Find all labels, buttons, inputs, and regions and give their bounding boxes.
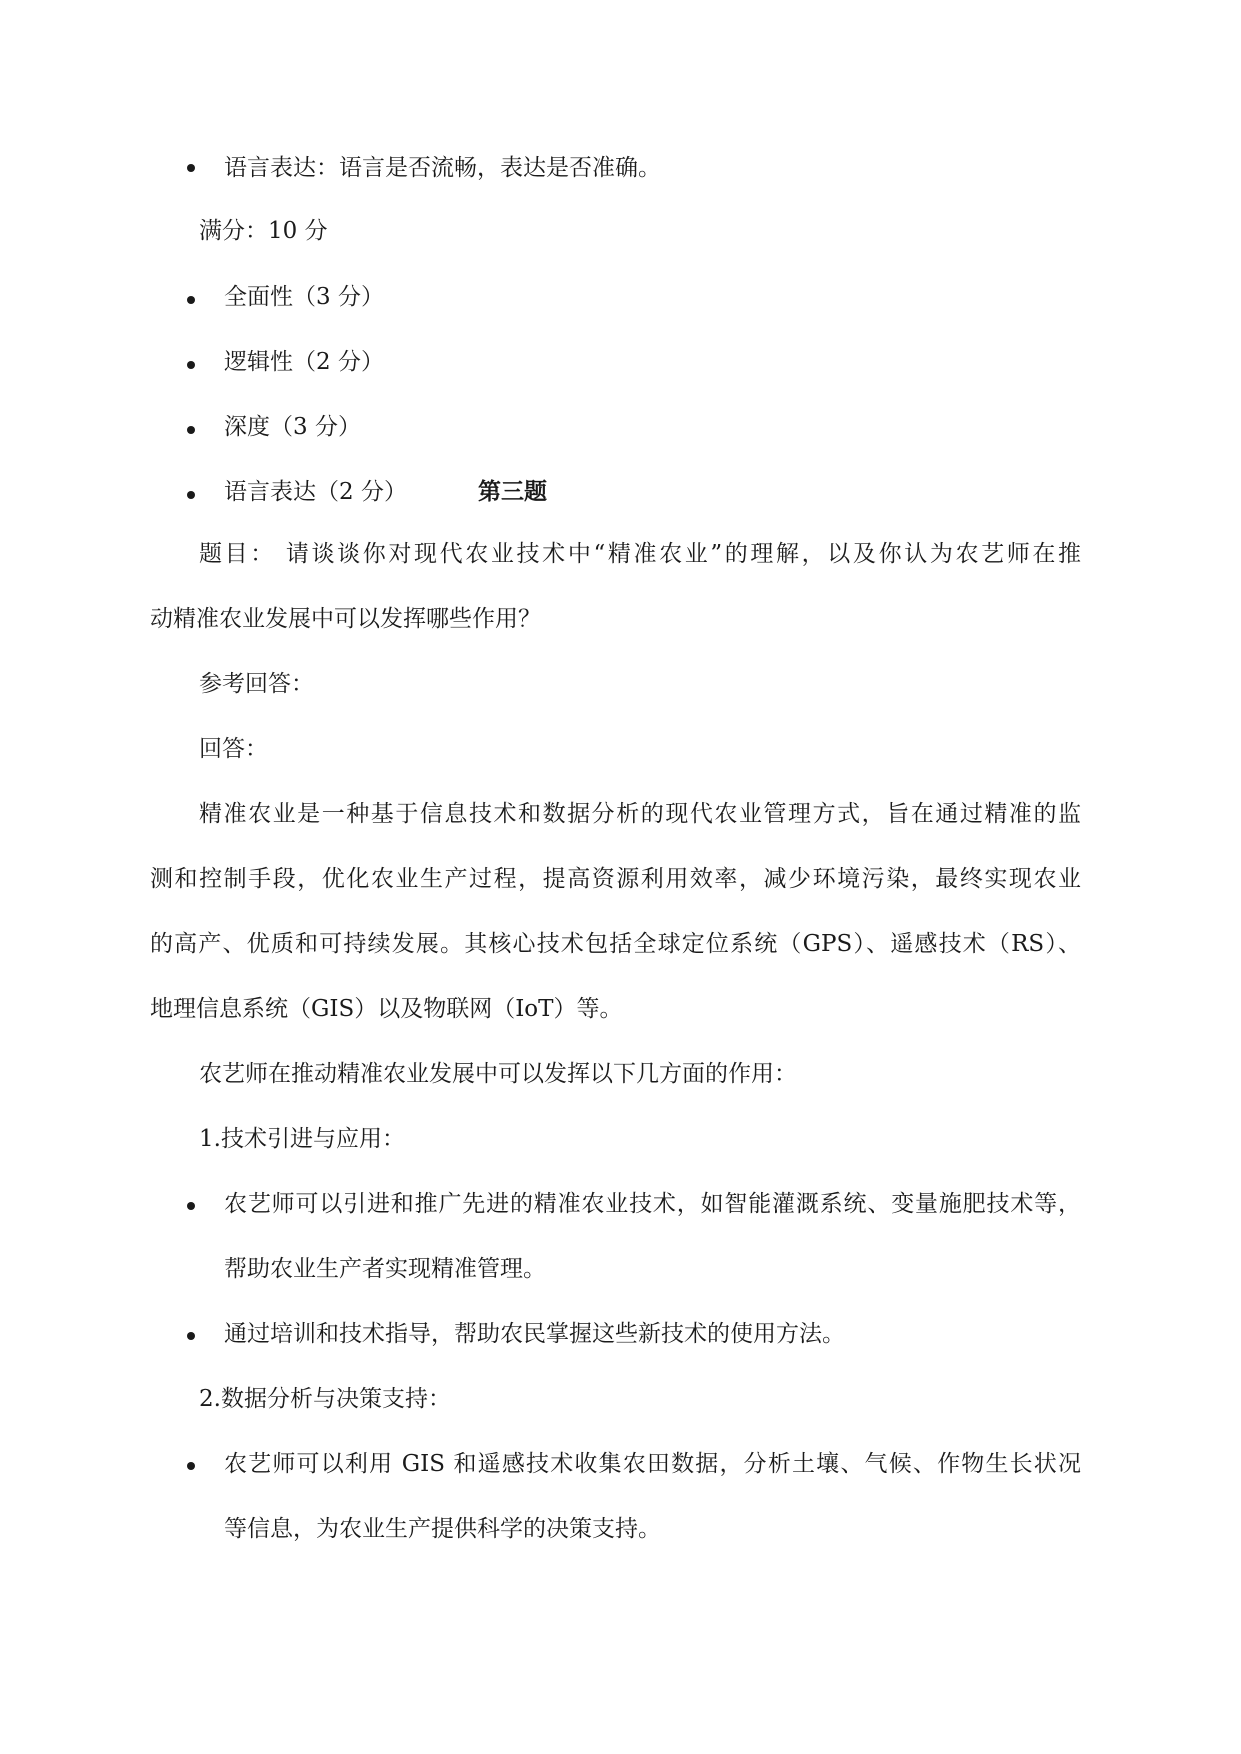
subsection-2-title: 2.数据分析与决策支持： xyxy=(199,1386,451,1412)
paragraph-1-line-4: 地理信息系统（GIS）以及物联网（IoT）等。 xyxy=(150,996,623,1022)
bullet-dot xyxy=(187,426,195,434)
bullet-dot xyxy=(187,491,195,499)
paragraph-1-line-1: 精准农业是一种基于信息技术和数据分析的现代农业管理方式，旨在通过精准的监 xyxy=(199,801,1081,827)
bullet-3-line-1: 农艺师可以利用 GIS 和遥感技术收集农田数据，分析土壤、气候、作物生长状况 xyxy=(224,1451,1081,1477)
subsection-1-title: 1.技术引进与应用： xyxy=(199,1126,405,1152)
bullet-2: 通过培训和技术指导，帮助农民掌握这些新技术的使用方法。 xyxy=(224,1321,845,1347)
bullet-language-score: 语言表达（2 分） xyxy=(224,479,407,505)
question-text-line-1: 题目： 请谈谈你对现代农业技术中“精准农业”的理解，以及你认为农艺师在推 xyxy=(199,541,1081,567)
section-heading-question-3: 第三题 xyxy=(478,479,547,505)
bullet-comprehensiveness: 全面性（3 分） xyxy=(224,284,384,310)
full-score-line: 满分：10 分 xyxy=(199,218,328,244)
bullet-language-expression: 语言表达：语言是否流畅，表达是否准确。 xyxy=(224,155,661,181)
bullet-dot xyxy=(187,1332,195,1340)
bullet-logic: 逻辑性（2 分） xyxy=(224,349,384,375)
bullet-1-line-2: 帮助农业生产者实现精准管理。 xyxy=(224,1256,546,1282)
answer-label: 回答： xyxy=(199,736,268,762)
bullet-dot xyxy=(187,164,195,172)
question-text-line-2: 动精准农业发展中可以发挥哪些作用？ xyxy=(150,606,541,632)
reference-answer-label: 参考回答： xyxy=(199,671,314,697)
bullet-dot xyxy=(187,1462,195,1470)
paragraph-1-line-3: 的高产、优质和可持续发展。其核心技术包括全球定位系统（GPS）、遥感技术（RS）、 xyxy=(150,931,1081,957)
bullet-depth: 深度（3 分） xyxy=(224,414,361,440)
bullet-dot xyxy=(187,361,195,369)
bullet-3-line-2: 等信息，为农业生产提供科学的决策支持。 xyxy=(224,1516,661,1542)
paragraph-1-line-2: 测和控制手段，优化农业生产过程，提高资源利用效率，减少环境污染，最终实现农业 xyxy=(150,866,1081,892)
bullet-dot xyxy=(187,1202,195,1210)
bullet-dot xyxy=(187,296,195,304)
paragraph-2: 农艺师在推动精准农业发展中可以发挥以下几方面的作用： xyxy=(199,1061,797,1087)
bullet-1-line-1: 农艺师可以引进和推广先进的精准农业技术，如智能灌溉系统、变量施肥技术等， xyxy=(224,1191,1081,1217)
